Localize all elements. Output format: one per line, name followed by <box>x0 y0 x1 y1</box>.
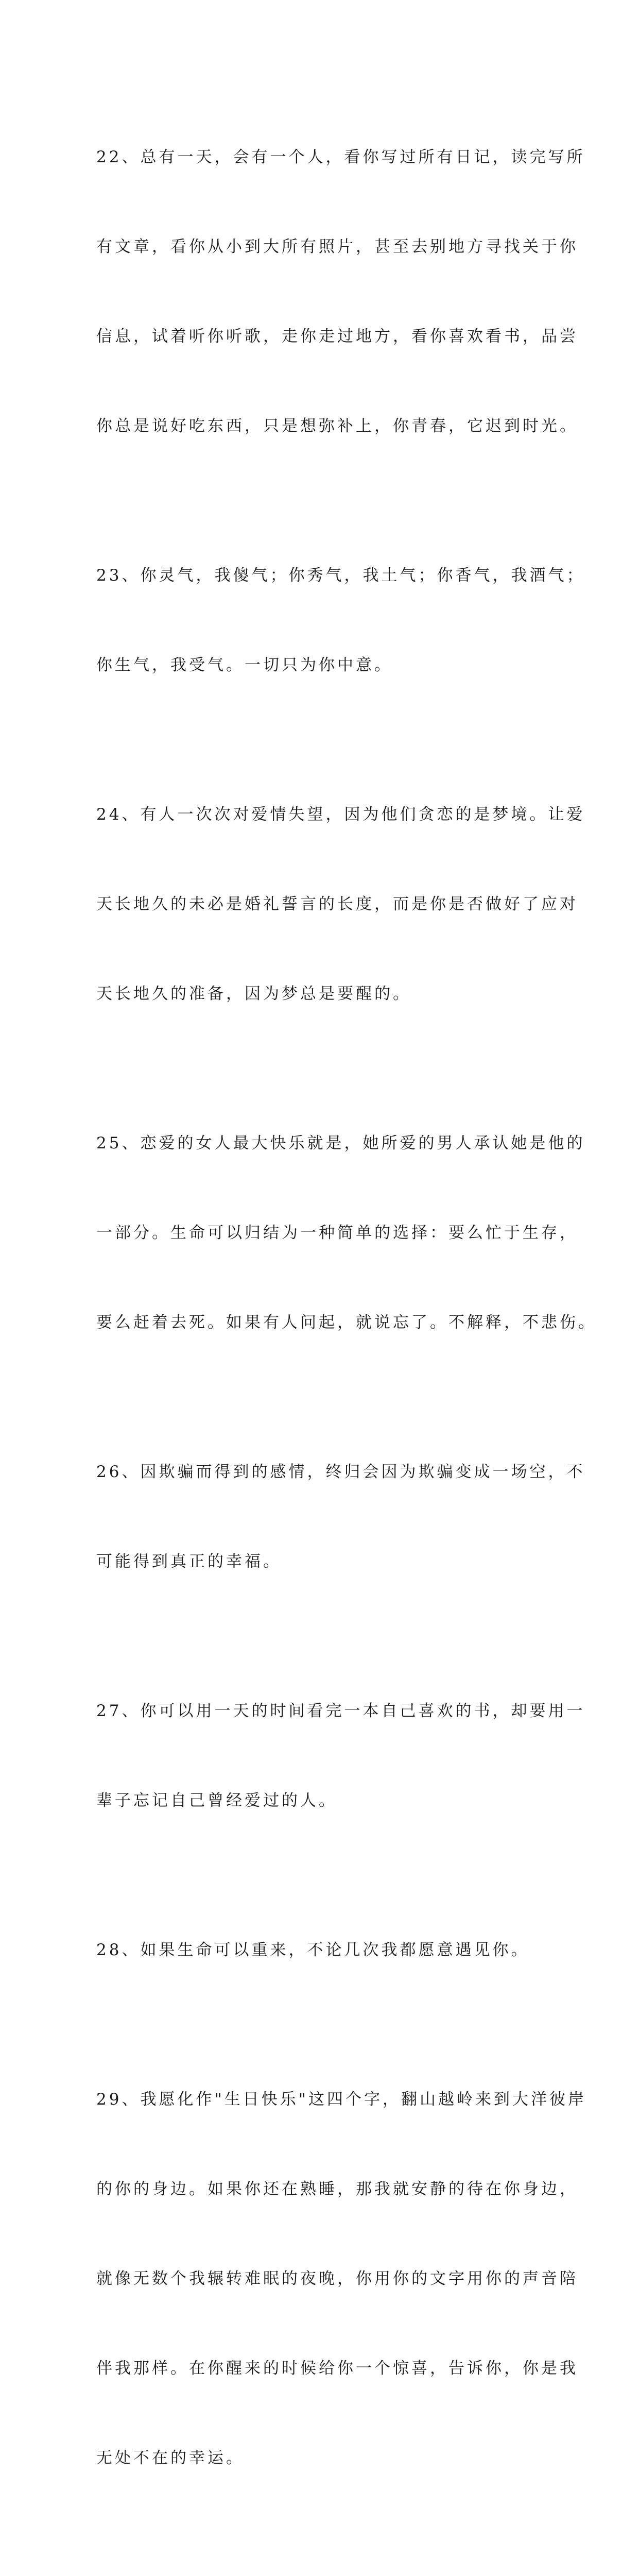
entry-line: 辈子忘记自己曾经爱过的人。 <box>96 1791 337 1810</box>
entry-line: 无处不在的幸运。 <box>96 2449 245 2467</box>
entry-22 <box>96 82 585 501</box>
entry-27 <box>96 1636 585 1875</box>
document-body <box>96 82 597 2576</box>
entry-line: 天长地久的未必是婚礼誓言的长度，而是你是否做好了应对 <box>96 895 578 913</box>
entry-line: 要么赶着去死。如果有人问起，就说忘了。不解释，不悲伤。 <box>96 1313 597 1332</box>
entry-line: 伴我那样。在你醒来的时候给你一个惊喜，告诉你，你是我 <box>96 2359 578 2378</box>
entry-28 <box>96 1875 549 2025</box>
entry-line: 23、你灵气，我傻气；你秀气，我土气；你香气，我酒气； <box>96 566 585 585</box>
entry-line: 22、总有一天，会有一个人，看你写过所有日记，读完写所 <box>96 148 585 166</box>
entry-24 <box>96 740 585 1069</box>
entry-line: 可能得到真正的幸福。 <box>96 1552 282 1571</box>
entry-line: 29、我愿化作"生日快乐"这四个字，翻山越岭来到大洋彼岸 <box>96 2090 586 2109</box>
entry-line: 一部分。生命可以归结为一种简单的选择：要么忙于生存， <box>96 1224 578 1242</box>
entry-25 <box>96 1069 597 1397</box>
entry-26 <box>96 1397 585 1636</box>
entry-line: 的你的身边。如果你还在熟睡，那我就安静的待在你身边， <box>96 2180 578 2198</box>
entry-line: 25、恋爱的女人最大快乐就是，她所爱的男人承认她是他的 <box>96 1134 585 1153</box>
entry-29 <box>96 2025 586 2533</box>
entry-line: 信息，试着听你听歌，走你走过地方，看你喜欢看书，品尝 <box>96 327 578 346</box>
entry-line: 你总是说好吃东西，只是想弥补上，你青春，它迟到时光。 <box>96 417 578 435</box>
entry-line: 你生气，我受气。一切只为你中意。 <box>96 656 393 674</box>
entry-30 <box>96 2533 549 2576</box>
entry-line: 就像无数个我辗转难眠的夜晚，你用你的文字用你的声音陪 <box>96 2269 578 2288</box>
entry-line: 天长地久的准备，因为梦总是要醒的。 <box>96 985 411 1003</box>
entry-line: 26、因欺骗而得到的感情，终归会因为欺骗变成一场空，不 <box>96 1463 585 1481</box>
entry-23 <box>96 501 585 740</box>
entry-line: 24、有人一次次对爱情失望，因为他们贪恋的是梦境。让爱 <box>96 805 585 824</box>
entry-line: 28、如果生命可以重来，不论几次我都愿意遇见你。 <box>96 1941 530 1959</box>
entry-line: 27、你可以用一天的时间看完一本自己喜欢的书，却要用一 <box>96 1702 585 1720</box>
entry-line: 有文章，看你从小到大所有照片，甚至去别地方寻找关于你 <box>96 238 578 256</box>
